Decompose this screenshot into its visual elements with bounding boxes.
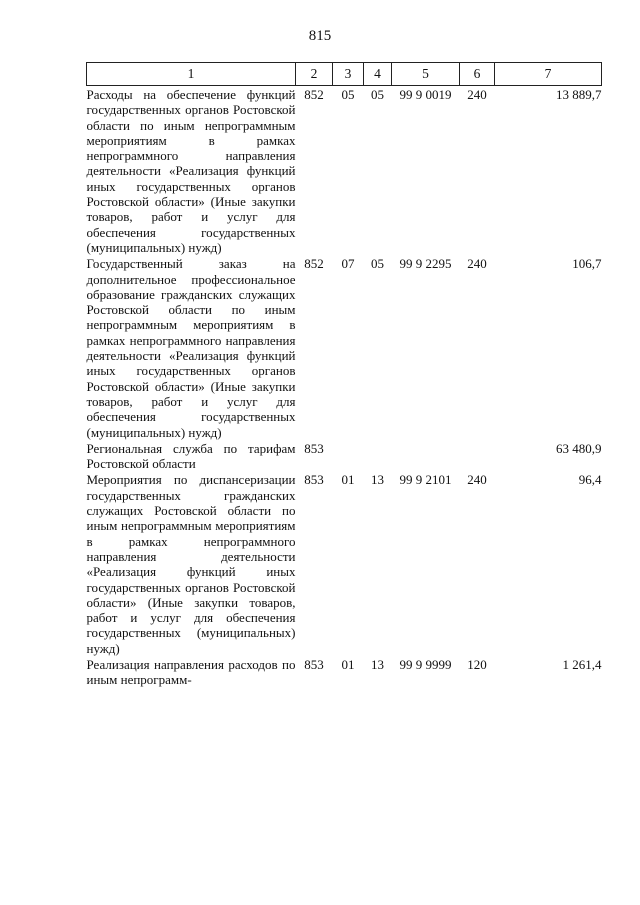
row-expense-type: 240 xyxy=(467,256,487,272)
row-amount: 1 261,4 xyxy=(562,656,602,672)
row-section-code: 07 xyxy=(341,256,355,272)
row-ministry-code: 852 xyxy=(304,256,324,272)
row-expense-type: 120 xyxy=(467,656,487,672)
row-name: Реализация направления расходов по иным непрограмм- xyxy=(86,656,296,688)
table-row xyxy=(87,86,602,256)
row-name: Мероприятия по диспансеризации государственных гражданских служащих Ростовской области по иным непрограммным мероприятиям в рамках непрограммного направления деятельности «Реализация функций иных государственных органов Ростовской области» (Иные закупки товаров, работ и услуг для обеспечения государственных (муниципальных) нужд) xyxy=(86,472,296,656)
row-ministry-code: 852 xyxy=(304,87,324,102)
row-section-code: 01 xyxy=(341,656,355,672)
table-row xyxy=(87,255,602,440)
header-col-6: 6 xyxy=(460,63,495,86)
header-col-7: 7 xyxy=(495,63,602,86)
header-col-4: 4 xyxy=(364,63,392,86)
row-target-article: 99 9 0019 xyxy=(399,87,452,102)
row-subsection-code: 05 xyxy=(371,87,384,102)
table-row xyxy=(87,471,602,656)
row-amount: 13 889,7 xyxy=(556,87,602,102)
header-col-2: 2 xyxy=(296,63,333,86)
row-target-article: 99 9 2295 xyxy=(399,256,452,272)
row-expense-type: 240 xyxy=(467,87,487,102)
header-col-5: 5 xyxy=(392,63,460,86)
row-target-article xyxy=(392,440,460,472)
row-target-article: 99 9 9999 xyxy=(399,656,452,672)
row-name: Региональная служба по тарифам Ростовской области xyxy=(86,440,296,472)
row-expense-type: 240 xyxy=(467,472,487,488)
row-ministry-code: 853 xyxy=(304,656,324,672)
header-col-1: 1 xyxy=(87,63,296,86)
page-number: 815 xyxy=(308,28,332,44)
row-section-code: 05 xyxy=(341,87,355,102)
row-subsection-code: 13 xyxy=(371,472,384,488)
row-amount: 106,7 xyxy=(572,256,602,272)
table-row xyxy=(87,440,602,472)
row-ministry-code: 853 xyxy=(304,472,324,488)
row-section-code: 01 xyxy=(341,472,355,488)
row-expense-type xyxy=(460,440,495,472)
row-subsection-code: 05 xyxy=(371,256,384,272)
row-section-code xyxy=(333,440,364,472)
row-name: Расходы на обеспечение функций государственных органов Ростовской области по иным непрограммным мероприятиям в рамках непрограммного направления деятельности «Реализация функций иных государственных органов Ростовской области» (Иные закупки товаров, работ и услуг для обеспечения государственных (муниципальных) нужд) xyxy=(86,87,296,255)
row-subsection-code xyxy=(364,440,392,472)
row-ministry-code: 853 xyxy=(304,440,324,456)
row-target-article: 99 9 2101 xyxy=(399,472,452,488)
table-row xyxy=(87,656,602,688)
row-name: Государственный заказ на дополнительное профессиональное образование гражданских служащих Ростовской области по иным непрограммным мероприятиям в рамках непрограммного направления деятельности «Реализация функций иных государственных органов Ростовской области» (Иные закупки товаров, работ и услуг для обеспечения государственных (муниципальных) нужд) xyxy=(86,256,296,440)
row-subsection-code: 13 xyxy=(371,656,384,672)
row-amount: 63 480,9 xyxy=(556,440,602,456)
row-amount: 96,4 xyxy=(578,472,602,488)
header-col-3: 3 xyxy=(333,63,364,86)
budget-table xyxy=(86,62,602,688)
table-header-row xyxy=(87,63,602,86)
